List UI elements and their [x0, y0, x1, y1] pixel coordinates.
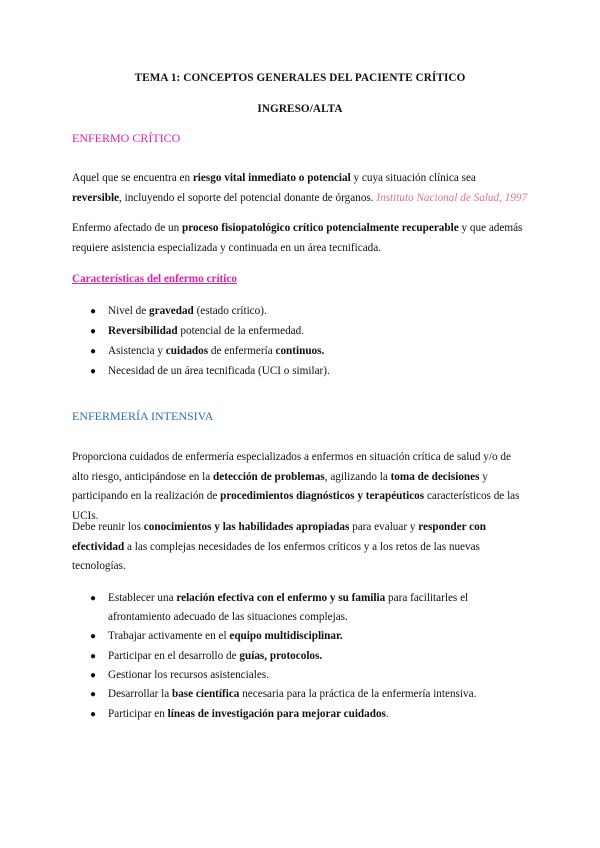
- citation: Instituto Nacional de Salud, 1997: [376, 191, 528, 204]
- bullet-icon: ●: [90, 593, 97, 604]
- paragraph-definition-1: Aquel que se encuentra en riesgo vital inmediato o potencial y cuya situación clínica sea reversible, incluyendo el soporte del potencial donante de órganos. Instituto Nacional de Salud, 1997: [72, 172, 528, 204]
- document-page: TEMA 1: CONCEPTOS GENERALES DEL PACIENTE CRÍTICO INGRESO/ALTA ENFERMO CRÍTICO Aquel que se encuentra en riesgo vital inmediato o potencial y cuya situación clínica sea reversible, incluyendo el soporte del potencial donante de órganos. Instituto Nacional de Salud, 1997 Enfermo afectado de un proceso fisiopatológico crítico potencialmente recuperable y que además requiere asistencia especializada y continuada en un área tecnificada. Características del enfermo crítico ● Nivel de gravedad (estado crítico). ● Reversibilidad potencial de la enfermedad. ● Asistencia y cuidados de enfermería continuos. ● Necesidad de un área tecnificada (UCI o similar). ENFERMERÍA INTENSIVA Proporciona cuidados de enfermería especializados a enfermos en situación crítica de salud y/o de alto riesgo, anticipándose en la detección de problemas, agilizando la toma de decisiones y participando en la realización de procedimientos diagnósticos y terapéuticos característicos de las UCIs. Debe reunir los conocimientos y las habilidades apropiadas para evaluar y responder con efectividad a las complejas necesidades de los enfermos críticos y a los retos de las nuevas tecnologías. ● Establecer una relación efectiva con el enfermo y su familia para facilitarles el afrontamiento adecuado de las situaciones complejas. ● Trabajar activamente en el equipo multidisciplinar. ● Participar en el desarrollo de guías, protocolos. ● Gestionar los recursos asistenciales. ● Desarrollar la base científica necesaria para la práctica de la enfermería intensiva. ● Participar en líneas de investigación para mejorar cuidados.: [0, 0, 600, 848]
- section-heading-enfermeria-intensiva: ENFERMERÍA INTENSIVA: [72, 409, 214, 423]
- subheading-caracteristicas: Características del enfermo crítico: [72, 273, 237, 285]
- bullet-icon: ●: [90, 651, 97, 662]
- document-subtitle: INGRESO/ALTA: [257, 103, 343, 115]
- bullet-icon: ●: [90, 346, 97, 357]
- bullet-icon: ●: [90, 326, 97, 337]
- bullet-icon: ●: [90, 366, 97, 377]
- paragraph-enfermeria-1: Proporciona cuidados de enfermería especializados a enfermos en situación crítica de salud y/o de alto riesgo, anticipándose en la detección de problemas, agilizando la toma de decisiones y participando en la realización de procedimientos diagnósticos y terapéuticos característicos de las UCIs.: [72, 451, 520, 522]
- bullet-icon: ●: [90, 689, 97, 700]
- document-title: TEMA 1: CONCEPTOS GENERALES DEL PACIENTE CRÍTICO: [134, 72, 466, 84]
- bullet-icon: ●: [90, 709, 97, 720]
- bullet-icon: ●: [90, 306, 97, 317]
- paragraph-enfermeria-2: Debe reunir los conocimientos y las habilidades apropiadas para evaluar y responder con efectividad a las complejas necesidades de los enfermos críticos y a los retos de las nuevas tecnologías.: [72, 521, 486, 572]
- bullet-icon: ●: [90, 670, 97, 681]
- paragraph-definition-2: Enfermo afectado de un proceso fisiopatológico crítico potencialmente recuperable y que además requiere asistencia especializada y continuada en un área tecnificada.: [72, 222, 523, 254]
- section-heading-enfermo-critico: ENFERMO CRÍTICO: [72, 131, 181, 145]
- bullet-icon: ●: [90, 631, 97, 642]
